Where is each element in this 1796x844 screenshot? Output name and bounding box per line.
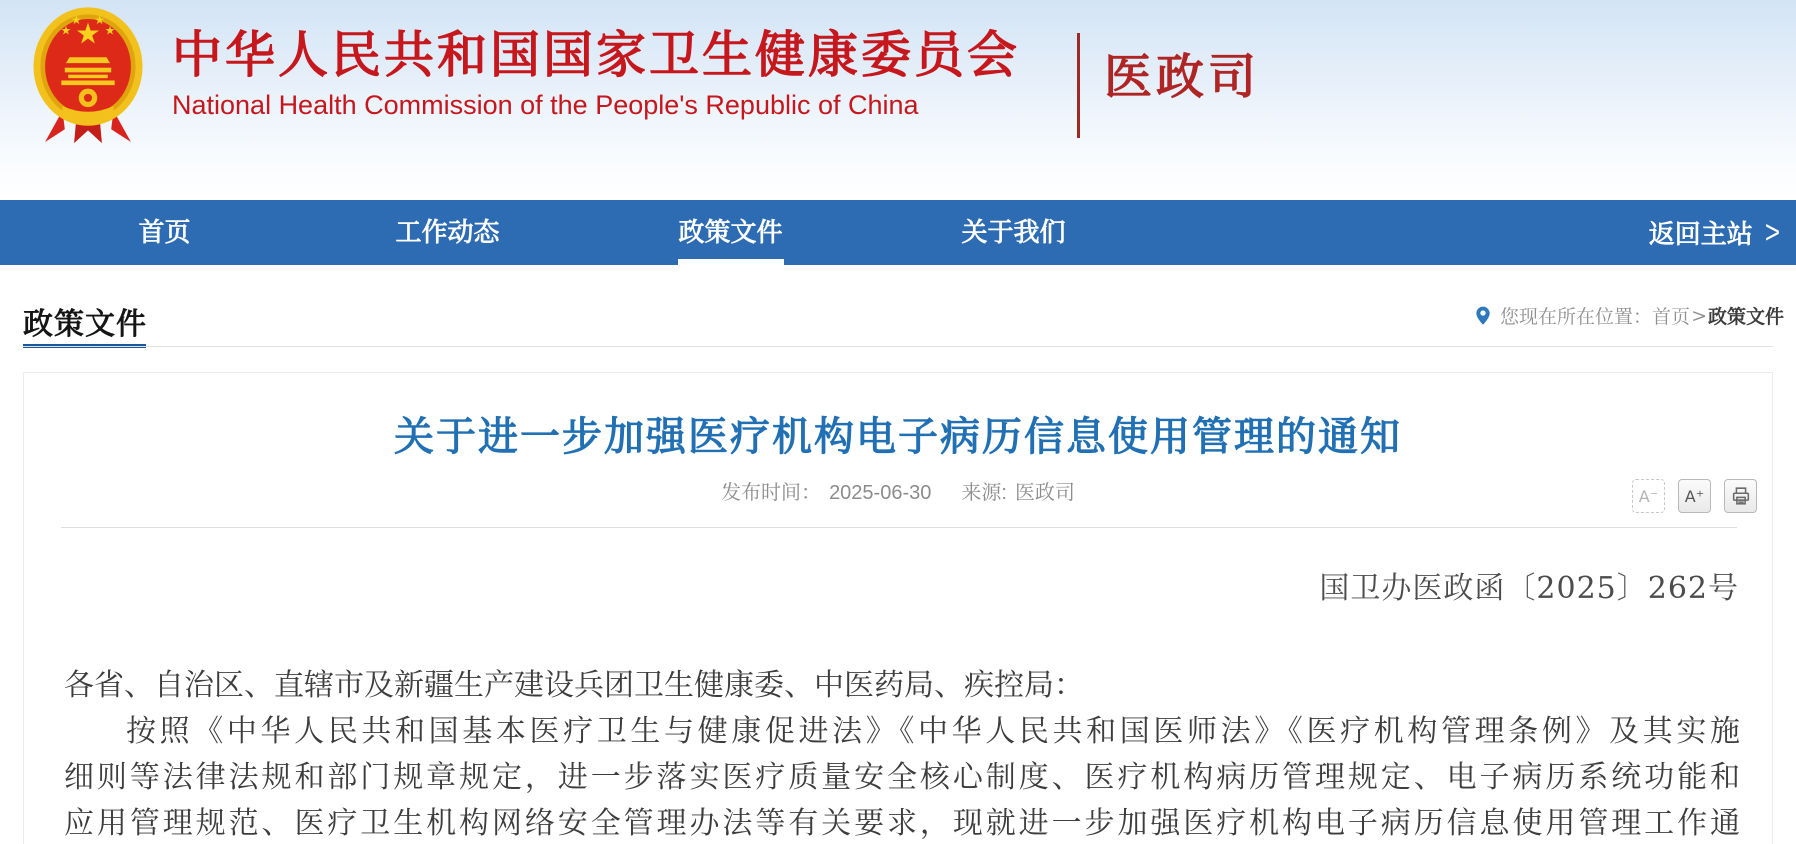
breadcrumb-home-link[interactable]: 首页 <box>1652 306 1691 328</box>
site-title-block <box>172 26 1020 121</box>
site-title-cn: 中华人民共和国国家卫生健康委员会 <box>172 27 1020 83</box>
breadcrumb-location-label: 您现在所在位置： <box>1500 306 1653 328</box>
site-header <box>0 0 1796 200</box>
article-toolbar <box>1632 479 1757 513</box>
article-body <box>64 663 1740 844</box>
national-emblem-icon <box>30 6 146 148</box>
article-title: 关于进一步加强医疗机构电子病历信息使用管理的通知 <box>394 415 1402 459</box>
article-meta <box>24 476 1772 505</box>
return-main-site-label: 返回主站 <box>1648 219 1753 249</box>
publish-date: 2025-06-30 <box>829 482 932 504</box>
breadcrumb-current-link[interactable]: 政策文件 <box>1707 306 1784 328</box>
section-title: 政策文件 <box>23 308 147 341</box>
print-button[interactable] <box>1724 479 1757 513</box>
source-label: 来源: <box>961 482 1007 504</box>
nav-item-work-news[interactable]: 工作动态 <box>395 217 500 247</box>
font-decrease-button[interactable]: A⁻ <box>1632 479 1665 513</box>
meta-divider-line <box>61 527 1737 528</box>
breadcrumb <box>1475 302 1784 329</box>
salutation-line: 各省、自治区、直辖市及新疆生产建设兵团卫生健康委、中医药局、疾控局： <box>64 668 1084 703</box>
section-divider-line <box>23 346 1773 347</box>
body-paragraph-line: 应用管理规范、医疗卫生机构网络安全管理办法等有关要求，现就进一步加强医疗机构电子病历信息使用管理工作通 <box>64 806 1740 841</box>
location-pin-icon <box>1475 306 1491 326</box>
site-title-en: National Health Commission of the People's Republic of China <box>172 90 919 120</box>
body-paragraph-line: 细则等法律法规和部门规章规定，进一步落实医疗质量安全核心制度、医疗机构病历管理规定、电子病历系统功能和 <box>64 760 1740 795</box>
breadcrumb-separator: > <box>1691 304 1707 327</box>
source-value: 医政司 <box>1014 482 1075 504</box>
article-content-box <box>23 372 1773 844</box>
department-title: 医政司 <box>1104 51 1261 104</box>
nav-item-policy-documents[interactable]: 政策文件 <box>589 200 872 265</box>
document-number: 国卫办医政函〔2025〕262号 <box>1319 571 1739 606</box>
nav-item-home[interactable]: 首页 <box>138 217 191 247</box>
return-main-site-link[interactable] <box>1649 214 1796 251</box>
chevron-right-icon: > <box>1764 213 1780 251</box>
header-divider <box>1077 33 1080 138</box>
nav-item-about-us[interactable]: 关于我们 <box>961 217 1066 247</box>
main-nav <box>0 200 1796 265</box>
printer-icon <box>1730 485 1752 507</box>
body-paragraph-line: 按照《中华人民共和国基本医疗卫生与健康促进法》《中华人民共和国医师法》《医疗机构管理条例》及其实施 <box>126 714 1740 749</box>
font-increase-button[interactable]: A⁺ <box>1678 479 1711 513</box>
publish-time-label: 发布时间： <box>721 482 822 504</box>
